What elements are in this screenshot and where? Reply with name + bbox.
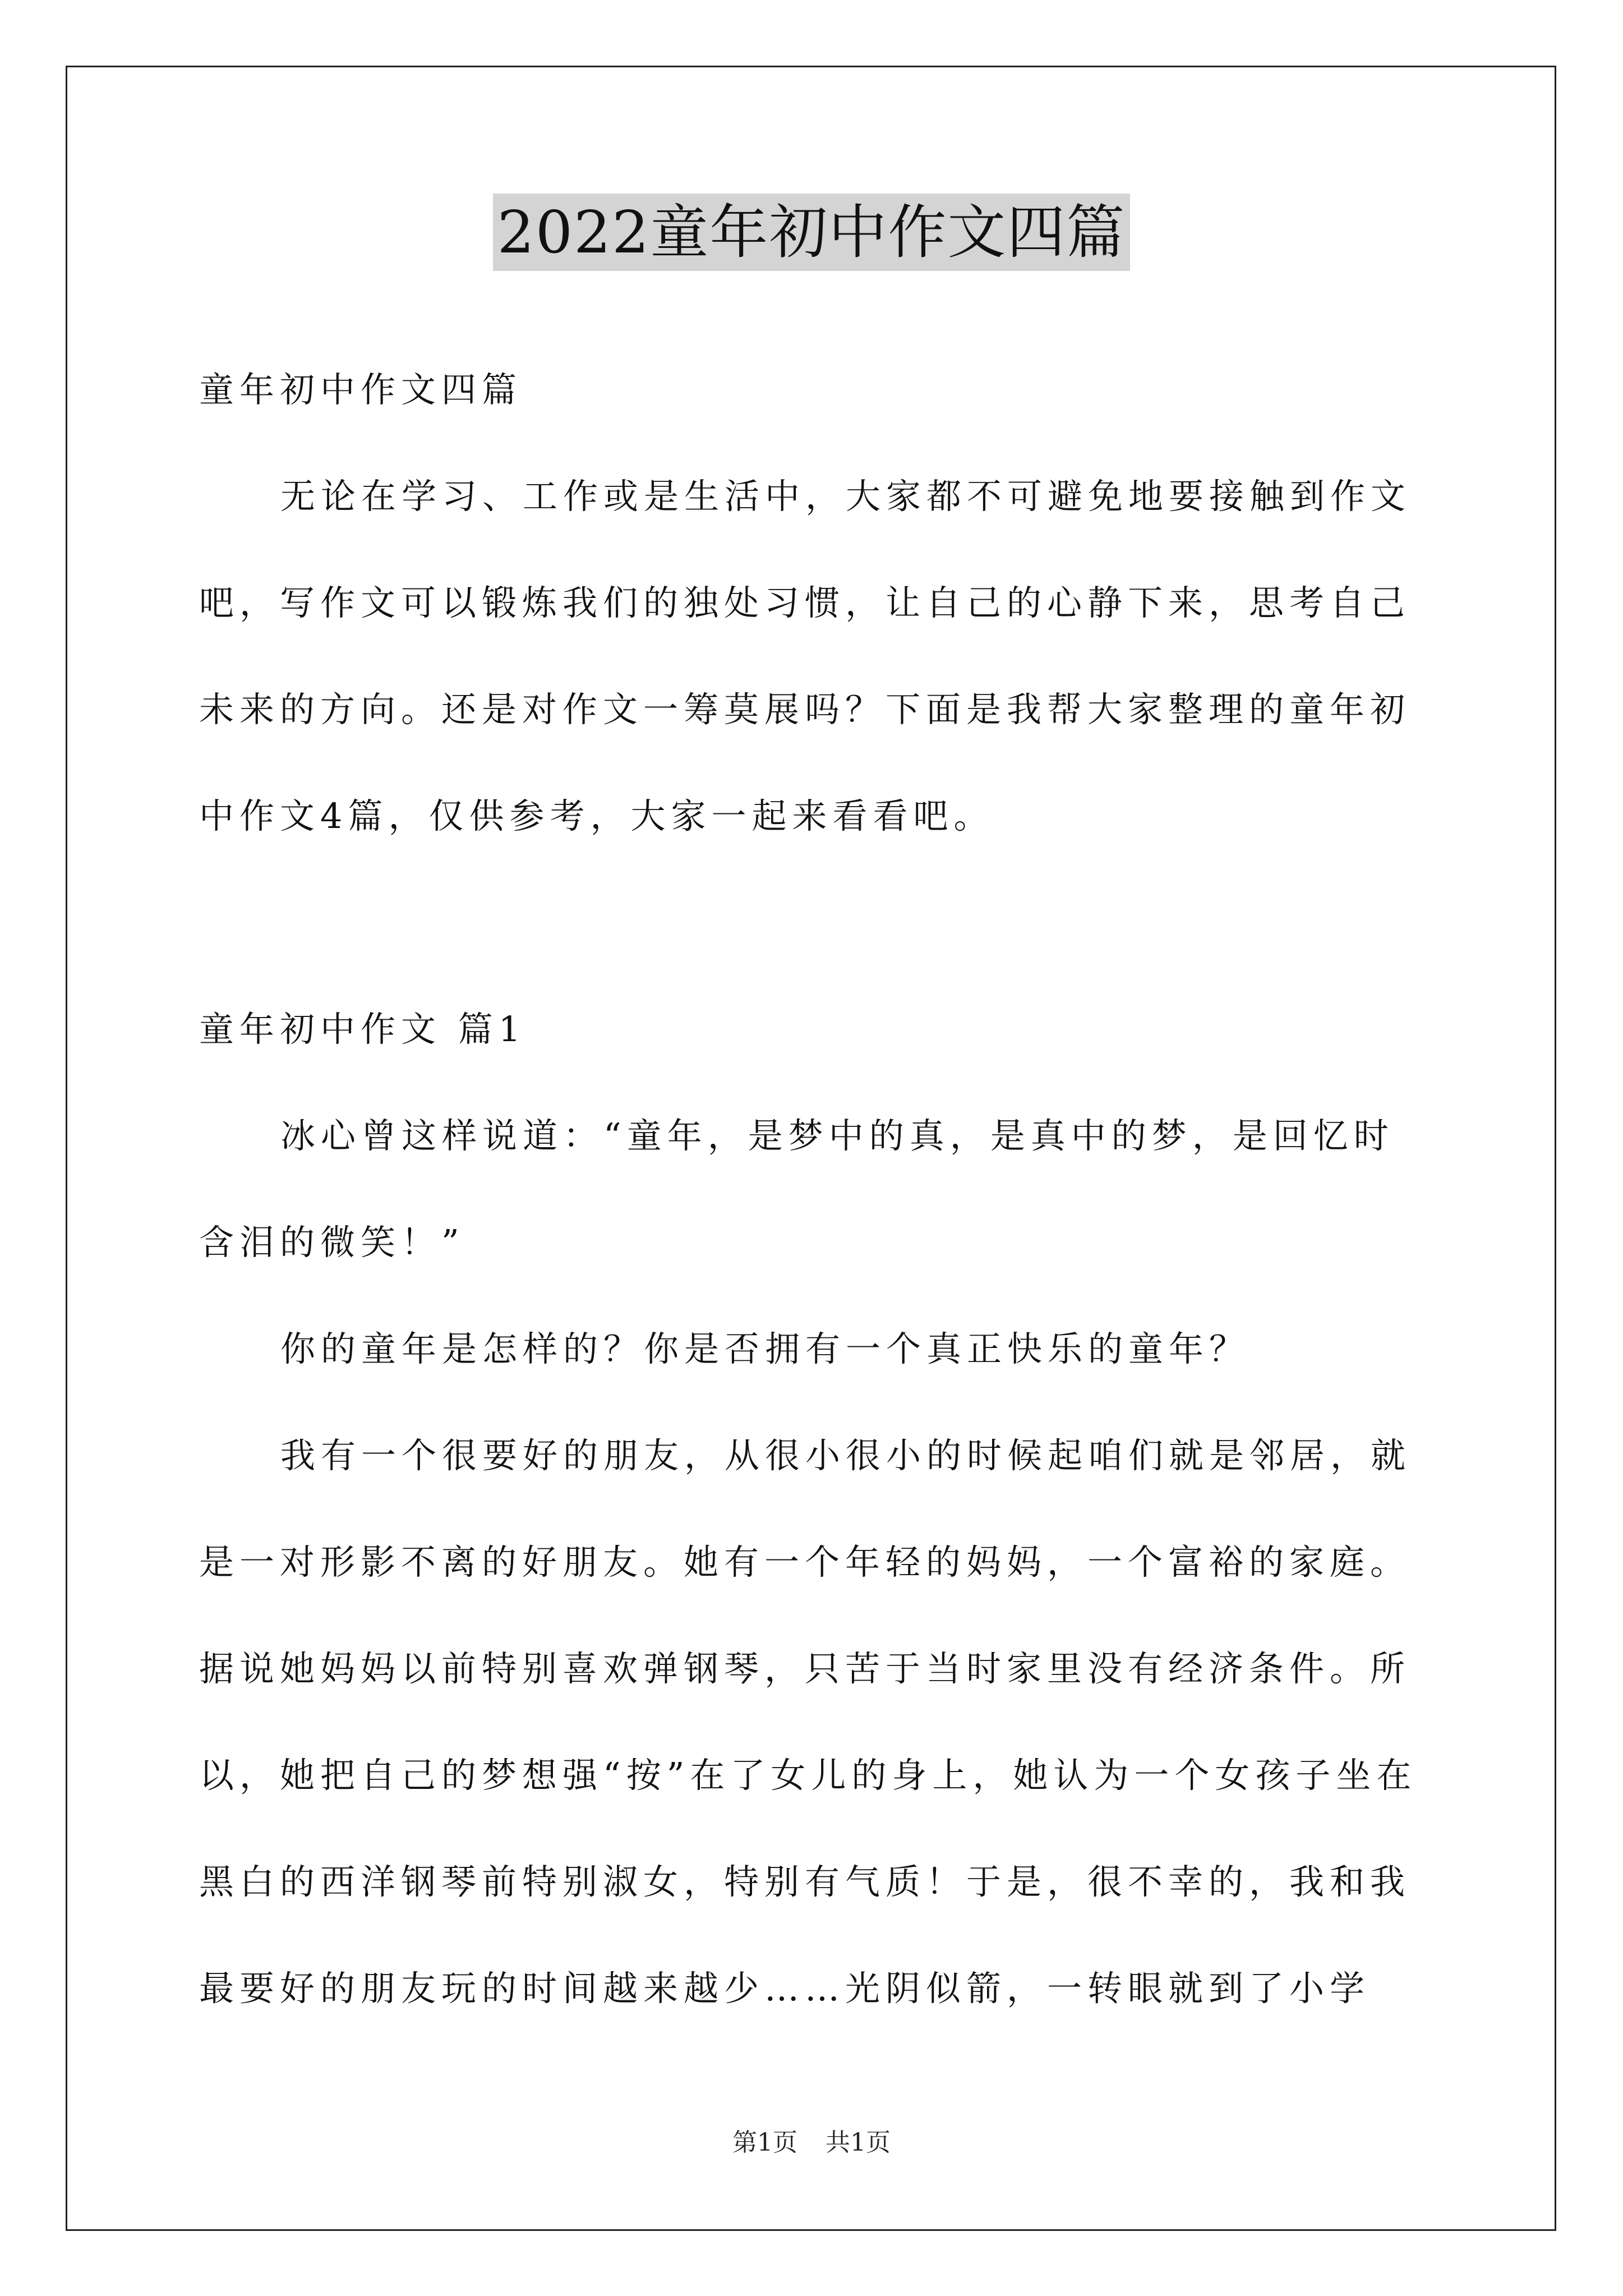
spacer [199,869,1433,976]
page-number: 第1页 [732,2128,797,2157]
intro-paragraph: 无论在学习、工作或是生活中，大家都不可避免地要接触到作文吧，写作文可以锻炼我们的独处习惯，让自己的心静下来，思考自己未来的方向。还是对作文一筹莫展吗？下面是我帮大家整理的童年初中作文4篇，仅供参考，大家一起来看看吧。 [199,476,1412,836]
section-heading: 童年初中作文 篇1 [199,1009,527,1050]
section-paragraph: 冰心曾这样说道：“童年，是梦中的真，是真中的梦，是回忆时含泪的微笑！” [199,1115,1394,1263]
section-paragraph: 你的童年是怎样的？你是否拥有一个真正快乐的童年？ [280,1328,1250,1369]
document-body [199,337,1433,2042]
title-container [0,194,1623,271]
page-total: 共1页 [826,2128,891,2157]
document-title: 2022童年初中作文四篇 [493,194,1131,271]
document-subtitle: 童年初中作文四篇 [199,369,523,410]
page-footer [0,2126,1623,2160]
section-paragraph: 我有一个很要好的朋友，从很小很小的时候起咱们就是邻居，就是一对形影不离的好朋友。她有一个年轻的妈妈，一个富裕的家庭。据说她妈妈以前特别喜欢弹钢琴，只苦于当时家里没有经济条件。所以，她把自己的梦想强“按”在了女儿的身上，她认为一个女孩子坐在黑白的西洋钢琴前特别淑女，特别有气质！于是，很不幸的，我和我最要好的朋友玩的时间越来越少……光阴似箭，一转眼就到了小学 [199,1435,1417,2009]
